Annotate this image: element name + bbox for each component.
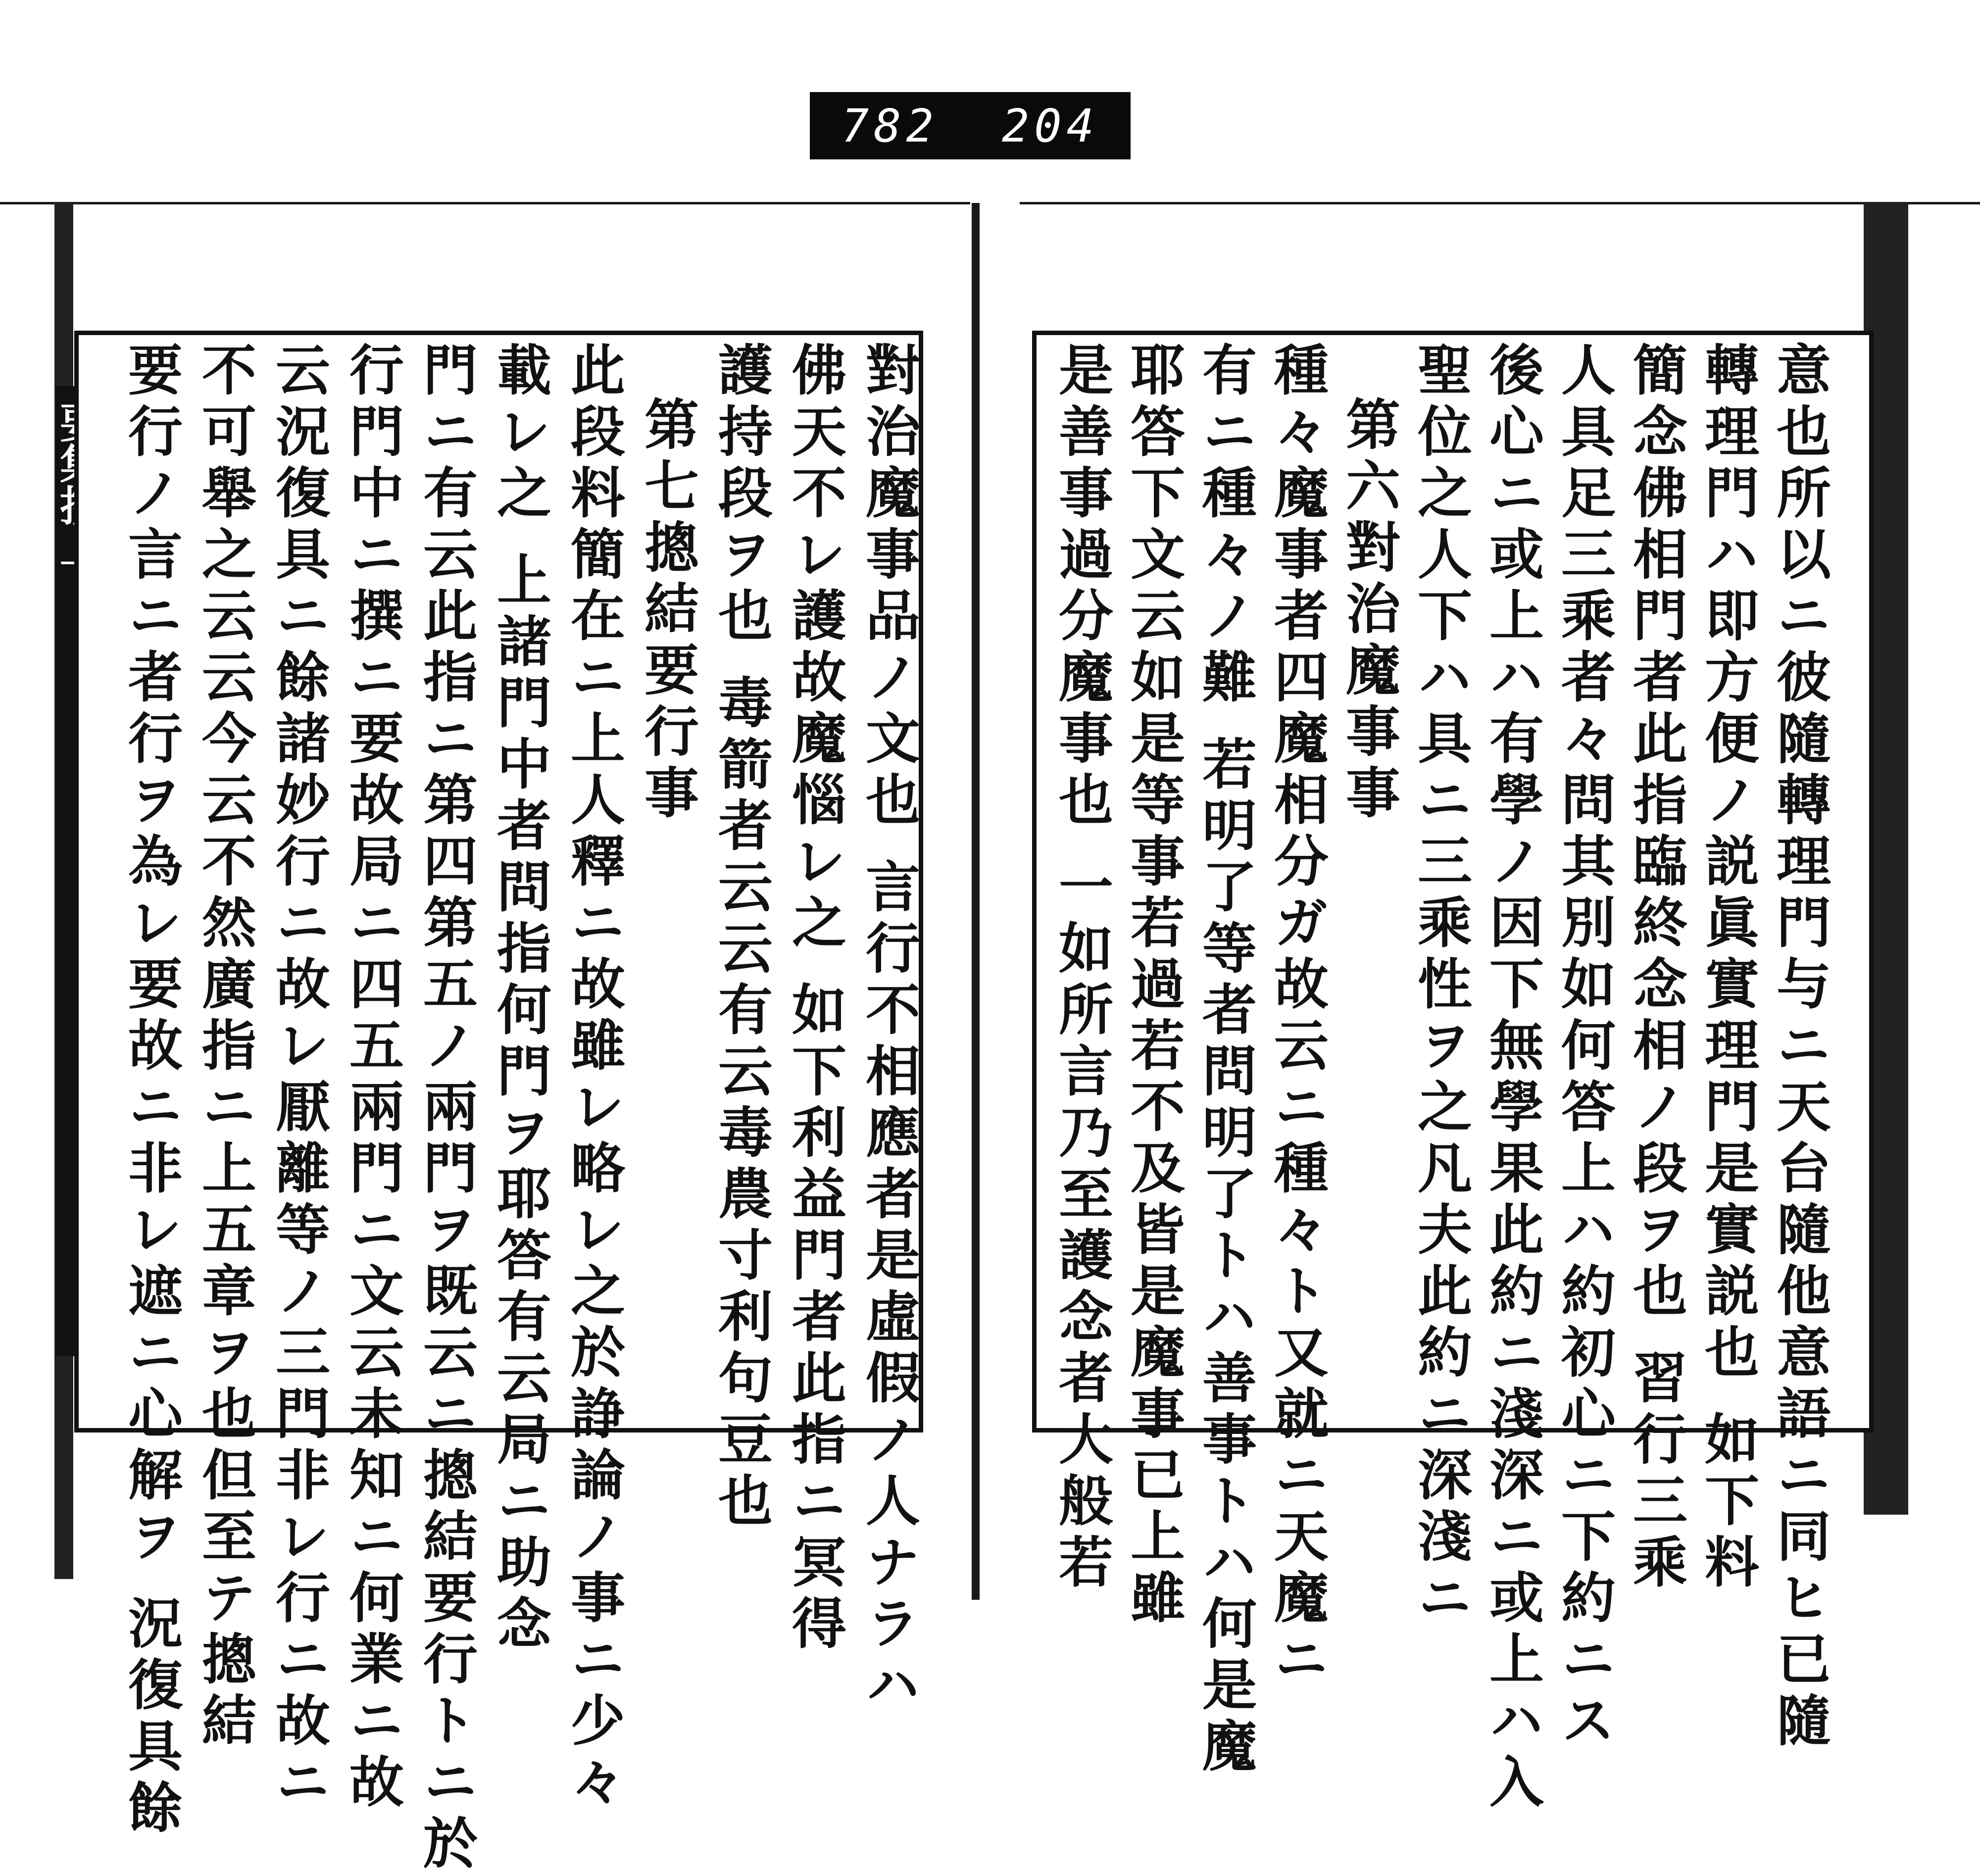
right-page-text [1050, 342, 1832, 1815]
text-column: 簡念佛相門者此指臨終念相ノ段ヲ也 習行三乘 [1624, 342, 1688, 1595]
text-column: 不可舉之云云今云不然廣指ニ上五章ヲ也但至テ摠結 [193, 342, 257, 1753]
text-column: 此段料簡在ニ上人釋ニ故雖レ略レ之於諍論ノ事ニ少々 [562, 342, 626, 1815]
text-column: 人具足三乘者々問其別如何答上ハ約初心ニ下約ニス [1552, 342, 1616, 1753]
text-column: 聖位之人下ハ具ニ三乘性ヲ之凡夫此約ニ深淺ニ [1409, 342, 1473, 1630]
section-heading: 第七摠結要行事 [636, 396, 699, 826]
text-column: 佛天不レ護故魔惱レ之 如下利益門者此指ニ冥得 [783, 342, 847, 1657]
text-column: 轉理門ハ即方便ノ説眞實理門是實説也 如下料 [1696, 342, 1760, 1595]
text-column: 是善事過分魔事也 一如所言乃至護念者大般若 [1050, 342, 1114, 1595]
text-column: 有ニ種々ノ難 若明了等者問明了トハ善事トハ何是魔 [1193, 342, 1257, 1779]
top-rule-right [1020, 202, 1980, 204]
text-column: 後心ニ或上ハ有學ノ因下無學果此約ニ淺深ニ或上ハ入 [1481, 342, 1544, 1815]
text-column: 耶答下文云如是等事若過若不及皆是魔事已上雖 [1122, 342, 1186, 1630]
text-column: 要行ノ言ニ者行ヲ為レ要故ニ非レ遮ニ心解ヲ 況復具餘 [119, 342, 183, 1841]
catalog-number-right: 204 [1001, 99, 1099, 152]
left-page-text [119, 342, 921, 1876]
text-column: 護持段ヲ也 毒箭者云云有云毒農寸利句豆也 [709, 342, 773, 1534]
text-column: 種々魔事者四魔相分ガ故云ニ種々ト又就ニ天魔ニ [1265, 342, 1329, 1692]
top-rule-left [0, 202, 970, 204]
text-column: 行門中ニ撰ニ要故局ニ四五兩門ニ文云未知ニ何業ニ故 [341, 342, 404, 1815]
catalog-number-left: 782 [841, 99, 939, 152]
section-heading: 第六對治魔事事 [1337, 396, 1401, 826]
text-column: 云況復具ニ餘諸妙行ニ故レ厭離等ノ三門非レ行ニ故ニ [267, 342, 331, 1815]
text-column: 對治魔事品ノ文也 言行不相應者是虛假ノ人ナラハ [857, 342, 921, 1718]
text-column: 載レ之 上諸門中者問指何門ヲ耶答有云局ニ助念 [488, 342, 552, 1657]
catalog-number-label [810, 92, 1131, 159]
text-column: 門ニ有云此指ニ第四第五ノ兩門ヲ既云ニ摠結要行トニ於 [414, 342, 478, 1876]
text-column: 意也所以ニ彼隨轉理門与ニ天台隨他意語ニ同ヒ已隨 [1768, 342, 1832, 1753]
binding-gutter [972, 203, 980, 1600]
